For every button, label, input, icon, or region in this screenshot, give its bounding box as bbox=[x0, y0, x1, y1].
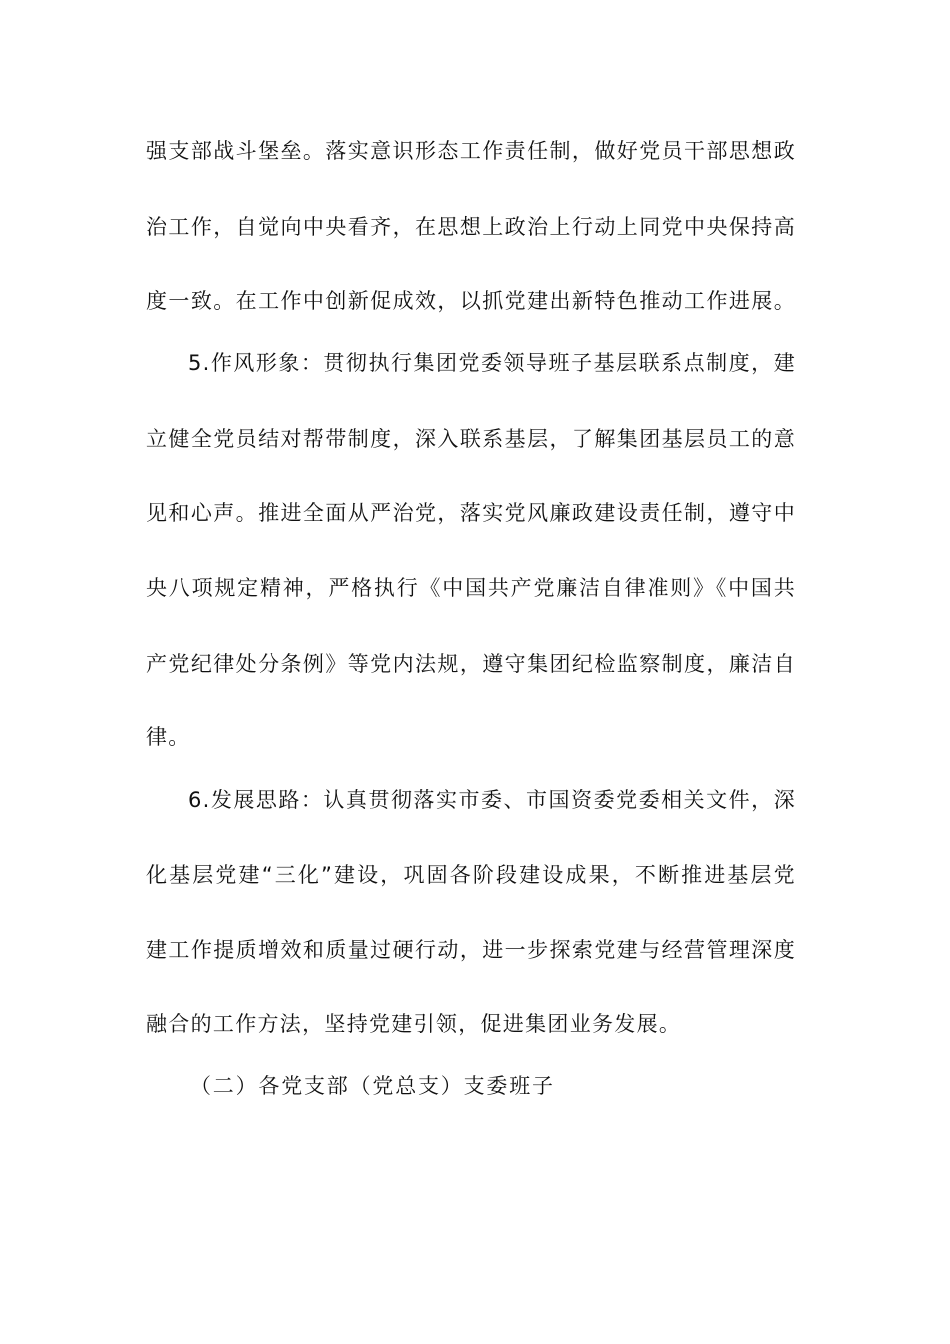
paragraph-line: 见和心声。推进全面从严治党，落实党风廉政建设责任制，遵守中 bbox=[146, 501, 796, 525]
subsection-heading: （二）各党支部（党总支）支委班子 bbox=[190, 1074, 555, 1098]
paragraph-line: 度一致。在工作中创新促成效，以抓党建出新特色推动工作进展。 bbox=[146, 289, 796, 313]
paragraph-line: 产党纪律处分条例》等党内法规，遵守集团纪检监察制度，廉洁自 bbox=[146, 652, 796, 676]
paragraph-line: 强支部战斗堡垒。落实意识形态工作责任制，做好党员干部思想政 bbox=[146, 139, 796, 163]
section-5-heading-line: 5.作风形象：贯彻执行集团党委领导班子基层联系点制度，建 bbox=[188, 351, 796, 375]
section-6-heading-line: 6.发展思路：认真贯彻落实市委、市国资委党委相关文件，深 bbox=[188, 788, 796, 812]
paragraph-line: 立健全党员结对帮带制度，深入联系基层，了解集团基层员工的意 bbox=[146, 427, 796, 451]
paragraph-line: 建工作提质增效和质量过硬行动，进一步探索党建与经营管理深度 bbox=[146, 938, 796, 962]
paragraph-line: 化基层党建“三化”建设，巩固各阶段建设成果，不断推进基层党 bbox=[146, 863, 796, 887]
paragraph-line: 央八项规定精神，严格执行《中国共产党廉洁自律准则》《中国共 bbox=[146, 576, 796, 600]
paragraph-line: 治工作，自觉向中央看齐，在思想上政治上行动上同党中央保持高 bbox=[146, 215, 796, 239]
paragraph-line: 融合的工作方法，坚持党建引领，促进集团业务发展。 bbox=[146, 1012, 682, 1036]
paragraph-line: 律。 bbox=[146, 725, 191, 749]
